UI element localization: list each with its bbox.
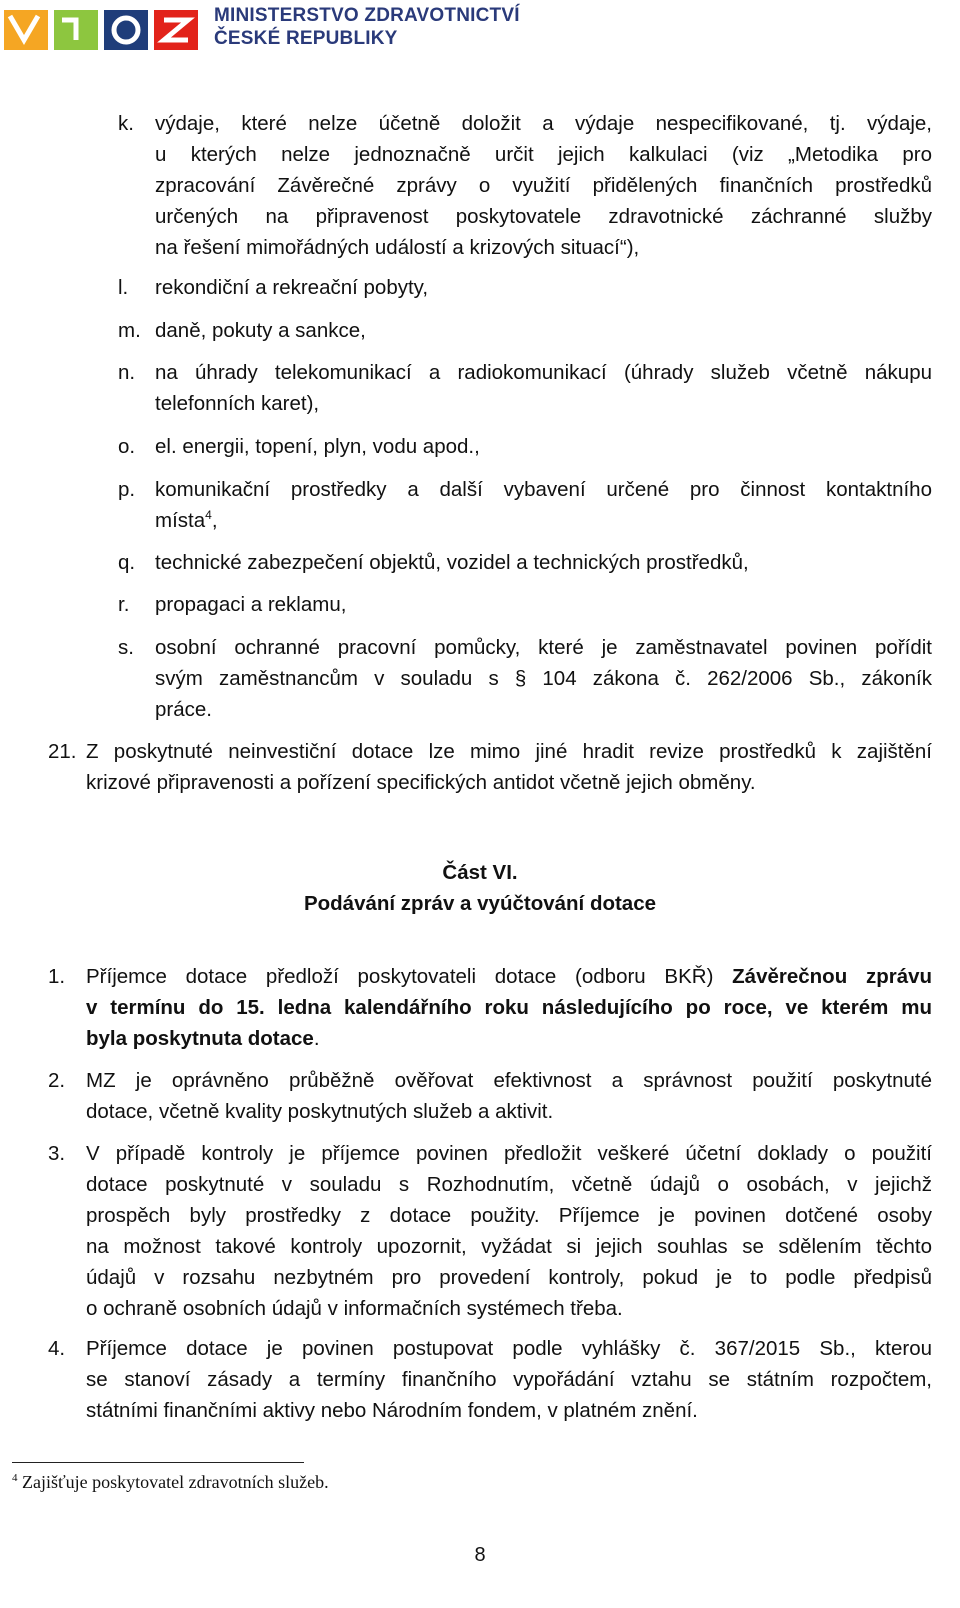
item-letter-l: l. [118,276,129,299]
footnote-mark: 4 [12,1472,18,1484]
item-o: el. energii, topení, plyn, vodu apod., [155,435,480,458]
point-3-line: o ochraně osobních údajů v informačních systémech třeba. [86,1297,623,1320]
item-k-line: zpracování Závěrečné zprávy o využití přidělených finančních prostředků [155,174,932,197]
part-title: Část VI. [442,861,518,884]
point-1-line3-bold: byla poskytnuta dotace [86,1027,314,1050]
footnote [12,1470,329,1494]
item-k-line: na řešení mimořádných událostí a krizových situací“), [155,236,640,259]
point-4 [86,1333,932,1426]
item-k [155,108,932,263]
point-1-line2-bold: v termínu do 15. ledna kalendářního roku následujícího po roce, ve kterém mu [86,996,932,1019]
point-21 [86,736,932,798]
item-letter-m: m. [118,319,141,342]
item-k-line: určených na připravenost poskytovatele zdravotnické záchranné služby [155,205,932,228]
item-m: daně, pokuty a sankce, [155,319,366,342]
point-1-line3-end: . [313,1027,320,1050]
point-2-line: dotace, včetně kvality poskytnutých služeb a aktivit. [86,1100,554,1123]
point-21-line: Z poskytnuté neinvestiční dotace lze mimo jiné hradit revize prostředků k zajištění [86,740,932,763]
item-letter-o: o. [118,435,136,458]
item-l: rekondiční a rekreační pobyty, [155,276,429,299]
point-3-number: 3. [48,1142,66,1165]
point-1-line1 [86,961,932,992]
page-number: 8 [474,1544,486,1566]
point-21-number: 21. [48,740,77,763]
item-p-line2 [155,505,932,536]
point-3-line: na možnost takové kontroly upozornit, vyžádat si jejich souhlas se sdělením těchto [86,1235,932,1258]
item-n [155,357,932,419]
point-3-line: prospěch byly prostředky z dotace použity. Příjemce je povinen dotčené osoby [86,1204,932,1227]
point-1-line1-bold: Závěrečnou zprávu [732,965,933,988]
ministry-name-line1: MINISTERSTVO ZDRAVOTNICTVÍ [214,5,520,26]
footnote-separator [12,1462,304,1463]
item-s [155,632,932,725]
item-p-line: komunikační prostředky a další vybavení určené pro činnost kontaktního [155,478,932,501]
point-1-line3 [86,1023,932,1054]
item-letter-p: p. [118,478,136,501]
point-1-number: 1. [48,965,66,988]
point-2 [86,1065,932,1127]
item-r: propagaci a reklamu, [155,593,347,616]
point-21-line: krizové připravenosti a pořízení specifických antidot včetně jejich obměny. [86,771,756,794]
point-4-line: státními finančními aktivy nebo Národním fondem, v platném znění. [86,1399,698,1422]
item-s-line: svým zaměstnancům v souladu s § 104 zákona č. 262/2006 Sb., zákoník [155,667,932,690]
footnote-text: Zajišťuje poskytovatel zdravotních služeb. [22,1472,329,1492]
item-k-line: výdaje, které nelze účetně doložit a výdaje nespecifikované, tj. výdaje, [155,112,932,135]
item-n-line: telefonních karet), [155,392,320,415]
item-p-line2-text: místa [155,509,206,532]
item-letter-n: n. [118,361,136,384]
item-p [155,474,932,536]
item-n-line: na úhrady telekomunikací a radiokomunikací (úhrady služeb včetně nákupu [155,361,932,384]
point-3 [86,1138,932,1324]
point-4-line: Příjemce dotace je povinen postupovat podle vyhlášky č. 367/2015 Sb., kterou [86,1337,932,1360]
footnote-ref[interactable]: 4 [205,508,212,523]
point-1 [86,961,932,1054]
point-2-number: 2. [48,1069,66,1092]
point-4-line: se stanoví zásady a termíny finančního vypořádání vztahu se státním rozpočtem, [86,1368,932,1391]
item-letter-q: q. [118,551,136,574]
part-subtitle: Podávání zpráv a vyúčtování dotace [303,892,657,915]
item-letter-s: s. [118,636,134,659]
point-1-line1-normal: Příjemce dotace předloží poskytovateli dotace (odboru BKŘ) [86,965,733,988]
item-p-line2-end: , [211,509,218,532]
item-q: technické zabezpečení objektů, vozidel a technických prostředků, [155,551,749,574]
point-3-line: údajů v rozsahu nezbytném pro provedení kontroly, pokud je to podle předpisů [86,1266,932,1289]
point-1-line2 [86,992,932,1023]
item-letter-k: k. [118,112,134,135]
item-k-line: u kterých nelze jednoznačně určit jejich kalkulaci (viz „Metodika pro [155,143,932,166]
item-s-line: osobní ochranné pracovní pomůcky, které je zaměstnavatel povinen pořídit [155,636,932,659]
point-4-number: 4. [48,1337,66,1360]
item-letter-r: r. [118,593,130,616]
point-3-line: V případě kontroly je příjemce povinen předložit veškeré účetní doklady o použití [86,1142,932,1165]
item-s-line: práce. [155,698,212,721]
point-3-line: dotace poskytnuté v souladu s Rozhodnutím, včetně údajů o osobách, v jejichž [86,1173,932,1196]
ministry-name-line2: ČESKÉ REPUBLIKY [214,28,398,49]
point-2-line: MZ je oprávněno průběžně ověřovat efektivnost a správnost použití poskytnuté [86,1069,932,1092]
